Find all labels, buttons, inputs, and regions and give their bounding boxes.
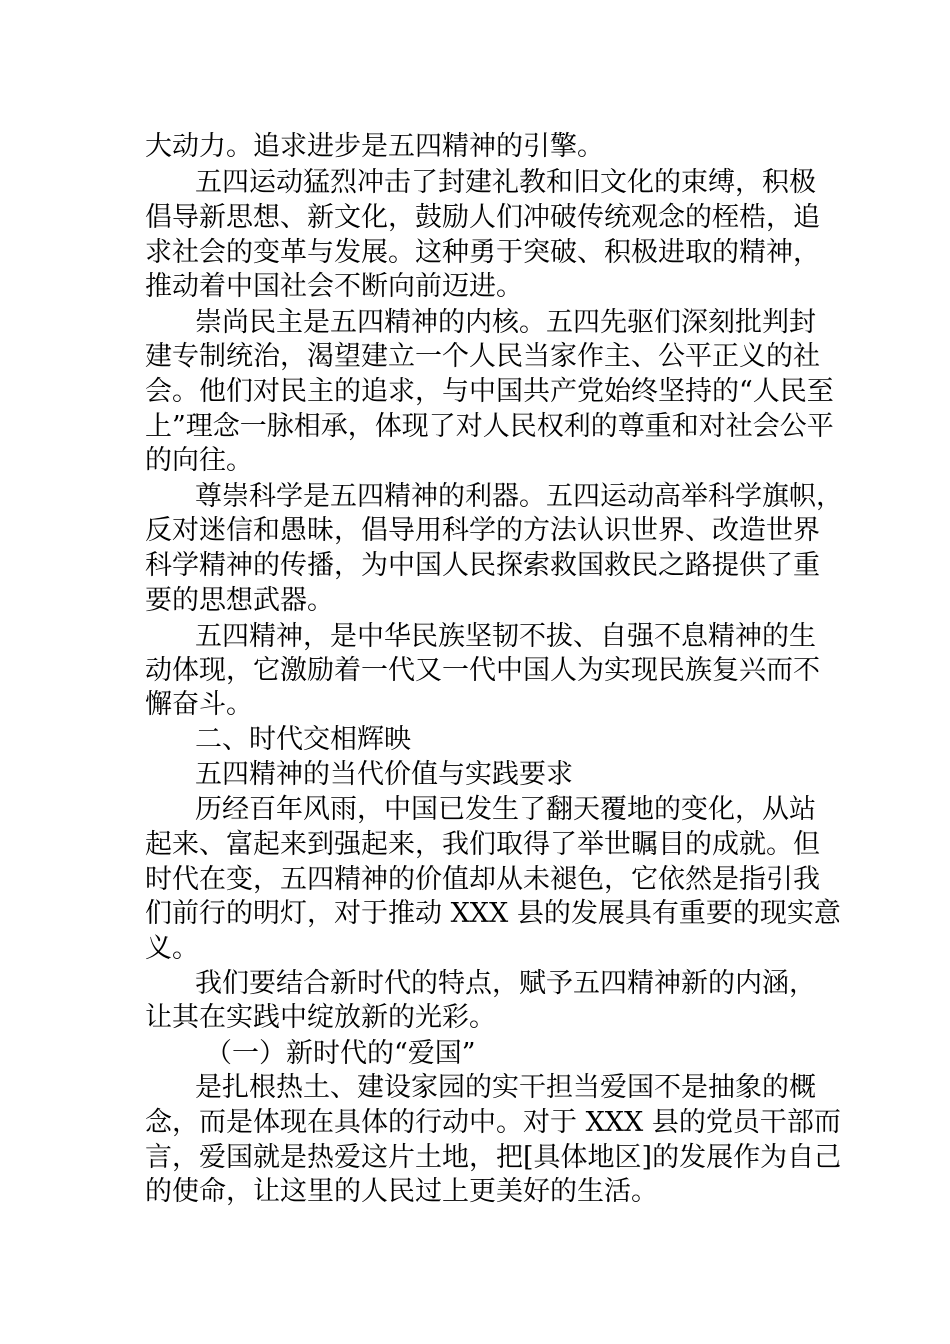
text-line: 念，而是体现在具体的行动中。对于 XXX 县的党员干部而 bbox=[145, 1107, 841, 1138]
text-line: 义。 bbox=[145, 933, 199, 964]
text-line: 大动力。追求进步是五四精神的引擎。 bbox=[145, 131, 604, 162]
text-line: 求社会的变革与发展。这种勇于突破、积极进取的精神， bbox=[145, 237, 820, 268]
text-line: 动体现，它激励着一代又一代中国人为实现民族复兴而不 bbox=[145, 655, 820, 686]
subsection-heading: （一）新时代的“爱国” bbox=[205, 1038, 476, 1069]
text-line: 我们要结合新时代的特点，赋予五四精神新的内涵， bbox=[195, 968, 816, 999]
text-line: 起来、富起来到强起来，我们取得了举世瞩目的成就。但 bbox=[145, 829, 820, 860]
text-line: 言，爱国就是热爱这片土地，把[具体地区]的发展作为自己 bbox=[145, 1142, 842, 1173]
text-line: 时代在变，五四精神的价值却从未褪色，它依然是指引我 bbox=[145, 864, 820, 895]
text-line: 懈奋斗。 bbox=[145, 689, 253, 720]
text-line: 会。他们对民主的追求，与中国共产党始终坚持的“人民至 bbox=[145, 376, 834, 407]
text-line: 们前行的明灯，对于推动 XXX 县的发展具有重要的现实意 bbox=[145, 898, 841, 929]
text-line: 的使命，让这里的人民过上更美好的生活。 bbox=[145, 1176, 658, 1207]
text-line: 历经百年风雨，中国已发生了翻天覆地的变化，从站 bbox=[195, 794, 816, 825]
text-line: 建专制统治，渴望建立一个人民当家作主、公平正义的社 bbox=[145, 341, 820, 372]
section-heading: 二、时代交相辉映 bbox=[195, 724, 411, 755]
text-line: 是扎根热土、建设家园的实干担当爱国不是抽象的概 bbox=[195, 1072, 816, 1103]
text-line: 尊崇科学是五四精神的利器。五四运动高举科学旗帜， bbox=[195, 481, 843, 512]
text-line: 推动着中国社会不断向前迈进。 bbox=[145, 271, 523, 302]
text-line: 五四精神，是中华民族坚韧不拔、自强不息精神的生 bbox=[195, 621, 816, 652]
text-line: 上”理念一脉相承，体现了对人民权利的尊重和对社会公平 bbox=[145, 411, 834, 442]
text-line: 的向往。 bbox=[145, 445, 253, 476]
text-line: 要的思想武器。 bbox=[145, 585, 334, 616]
text-line: 让其在实践中绽放新的光彩。 bbox=[145, 1002, 496, 1033]
text-line: 五四运动猛烈冲击了封建礼教和旧文化的束缚，积极 bbox=[195, 167, 816, 198]
section-subheading: 五四精神的当代价值与实践要求 bbox=[195, 759, 573, 790]
text-line: 反对迷信和愚昧，倡导用科学的方法认识世界、改造世界 bbox=[145, 515, 820, 546]
text-line: 倡导新思想、新文化，鼓励人们冲破传统观念的桎梏，追 bbox=[145, 202, 820, 233]
text-line: 科学精神的传播，为中国人民探索救国救民之路提供了重 bbox=[145, 550, 820, 581]
text-line: 崇尚民主是五四精神的内核。五四先驱们深刻批判封 bbox=[195, 307, 816, 338]
